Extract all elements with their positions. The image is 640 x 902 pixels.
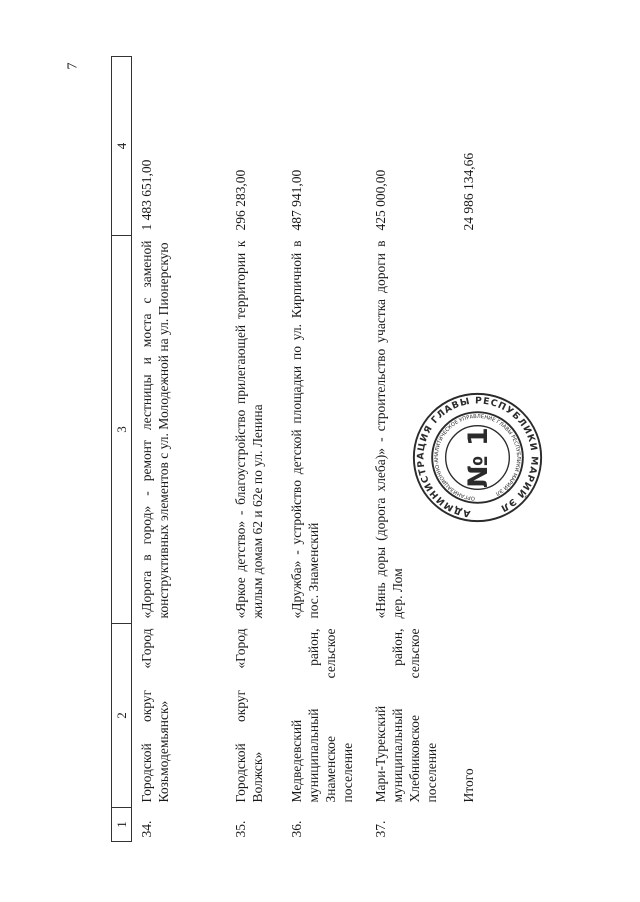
- table-row: [226, 57, 282, 842]
- total-empty-cell: [452, 808, 487, 842]
- project-cell: «Нянь доры (дорога хлеба)» - строительство участка дороги в дер. Лом: [373, 240, 405, 619]
- table-row: [132, 57, 227, 842]
- table-header-row: [112, 57, 132, 842]
- amount-cell: 1 483 651,00: [139, 159, 154, 231]
- row-number: 34.: [139, 820, 154, 838]
- column-header-3: 3: [112, 236, 132, 624]
- seal-stamp-icon: [410, 390, 545, 525]
- project-cell: «Яркое детство» - благоустройство прилегающей территории к жилым домам 62 и 62е по ул. Ленина: [233, 240, 265, 619]
- seal-outer-text: АДМИНИСТРАЦИЯ ГЛАВЫ РЕСПУБЛИКИ МАРИЙ ЭЛ: [415, 395, 540, 520]
- project-cell: «Дружба» - устройство детской площадки по ул. Кирпичной в пос. Знаменский: [289, 240, 321, 619]
- total-amount: 24 986 134,66: [461, 152, 476, 231]
- amount-cell: 487 941,00: [289, 169, 304, 231]
- column-header-2: 2: [112, 624, 132, 808]
- row-number: 37.: [373, 820, 388, 838]
- official-seal: [410, 390, 545, 525]
- municipality-cell: Городской округ «Город Козьмодемьянск»: [139, 628, 171, 803]
- seal-inner-text: ОРГАНИЗАЦИОННО-АНАЛИТИЧЕСКОЕ УПРАВЛЕНИЕ ГЛАВЫ РЕСПУБЛИКИ МАРИЙ ЭЛ: [433, 413, 522, 501]
- seal-center-number: № 1: [463, 427, 495, 488]
- project-cell: «Дорога в город» - ремонт лестницы и моста с заменой конструктивных элементов с ул. Молодежной на ул. Пионерскую: [139, 240, 171, 619]
- amount-cell: 296 283,00: [233, 169, 248, 231]
- municipality-cell: Городской округ «Город Волжск»: [233, 628, 265, 803]
- municipality-cell: Медведевский муниципальный район, Знаменское сельское поселение: [289, 628, 355, 803]
- total-label: Итого: [461, 768, 476, 803]
- table-row: [282, 57, 366, 842]
- page-number: 7: [65, 62, 81, 70]
- column-header-4: 4: [112, 57, 132, 236]
- row-number: 35.: [233, 820, 248, 838]
- amount-cell: 425 000,00: [373, 169, 388, 231]
- municipality-cell: Мари-Турекский муниципальный район, Хлебниковское сельское поселение: [373, 628, 439, 803]
- column-header-1: 1: [112, 808, 132, 842]
- row-number: 36.: [289, 820, 304, 838]
